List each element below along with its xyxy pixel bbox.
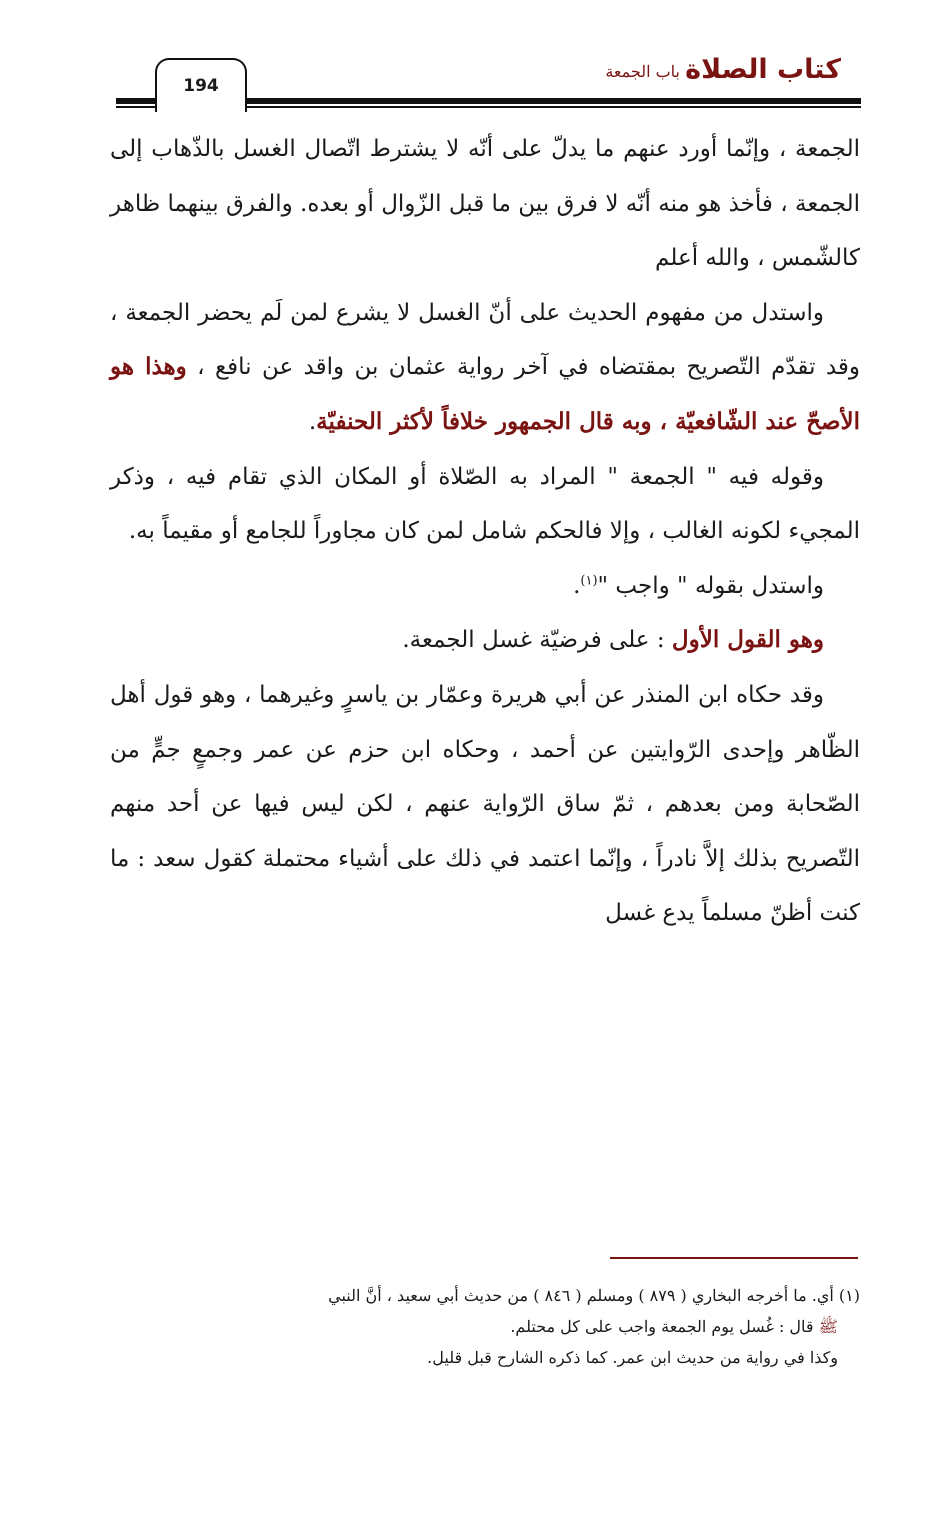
paragraph-5 <box>110 613 860 668</box>
main-text <box>110 122 860 941</box>
paragraph-3: وقوله فيه " الجمعة " المراد به الصّلاة أو المكان الذي تقام فيه ، وذكر المجيء لكونه الغالب ، وإلا فالحكم شامل لمن كان مجاوراً للجامع أو مقيماً به. <box>110 463 860 545</box>
footnotes <box>110 1280 860 1373</box>
paragraph-6: وقد حكاه ابن المنذر عن أبي هريرة وعمّار بن ياسرٍ وغيرهما ، وهو قول أهل الظّاهر وإحدى الرّوايتين عن أحمد ، وحكاه ابن حزم عن عمر وجمعٍ جمٍّ من الصّحابة ومن بعدهم ، ثمّ ساق الرّواية عنهم ، لكن ليس فيها عن أحد منهم التّصريح بذلك إلاَّ نادراً ، وإنّما اعتمد في ذلك على أشياء محتملة كقول سعد : ما كنت أظنّ مسلماً يدع غسل <box>110 681 861 927</box>
paragraph-5-text: : على فرضيّة غسل الجمعة. <box>402 627 672 654</box>
footnote-line-3: وكذا في رواية من حديث ابن عمر. كما ذكره الشارح قبل قليل. <box>427 1348 838 1367</box>
paragraph-1: الجمعة ، وإنّما أورد عنهم ما يدلّ على أنّه لا يشترط اتّصال الغسل بالذّهاب إلى الجمعة ، فأخذ هو منه أنّه لا فرق بين ما قبل الزّوال أو بعده. والفرق بينهما ظاهر كالشّمس ، والله أعلم <box>110 136 860 272</box>
paragraph-2-highlight: وهذا هو الأصحّ عند الشّافعيّة ، وبه قال الجمهور خلافاً لأكثر الحنفيّة <box>110 353 860 435</box>
footnote-separator <box>610 1257 858 1259</box>
paragraph-4-text: واستدل بقوله " واجب " <box>597 572 824 599</box>
paragraph-2 <box>110 286 860 450</box>
book-title: كتاب الصلاة <box>685 54 841 85</box>
footnote-line-2-text: قال : غُسل يوم الجمعة واجب على كل محتلم. <box>510 1317 819 1336</box>
paragraph-4 <box>110 559 860 614</box>
salawat-icon: ﷺ <box>818 1317 838 1336</box>
paragraph-2-end: . <box>308 408 317 435</box>
chapter-title: باب الجمعة <box>605 62 680 81</box>
page-number: 194 <box>155 58 247 112</box>
page-header <box>0 0 945 120</box>
footnote-line-1: (١) أي. ما أخرجه البخاري ( ٨٧٩ ) ومسلم ( ٨٤٦ ) من حديث أبي سعيد ، أنَّ النبي <box>328 1286 860 1305</box>
paragraph-4-end: . <box>573 572 581 599</box>
footnote-line-2 <box>110 1311 860 1342</box>
first-opinion-heading: وهو القول الأول <box>671 626 824 654</box>
footnote-ref[interactable]: (١) <box>580 573 598 589</box>
paragraph-2-text: واستدل من مفهوم الحديث على أنّ الغسل لا يشرع لمن لَم يحضر الجمعة ، وقد تقدّم التّصريح بمقتضاه في آخر رواية عثمان بن واقد عن نافع ، <box>110 299 861 381</box>
